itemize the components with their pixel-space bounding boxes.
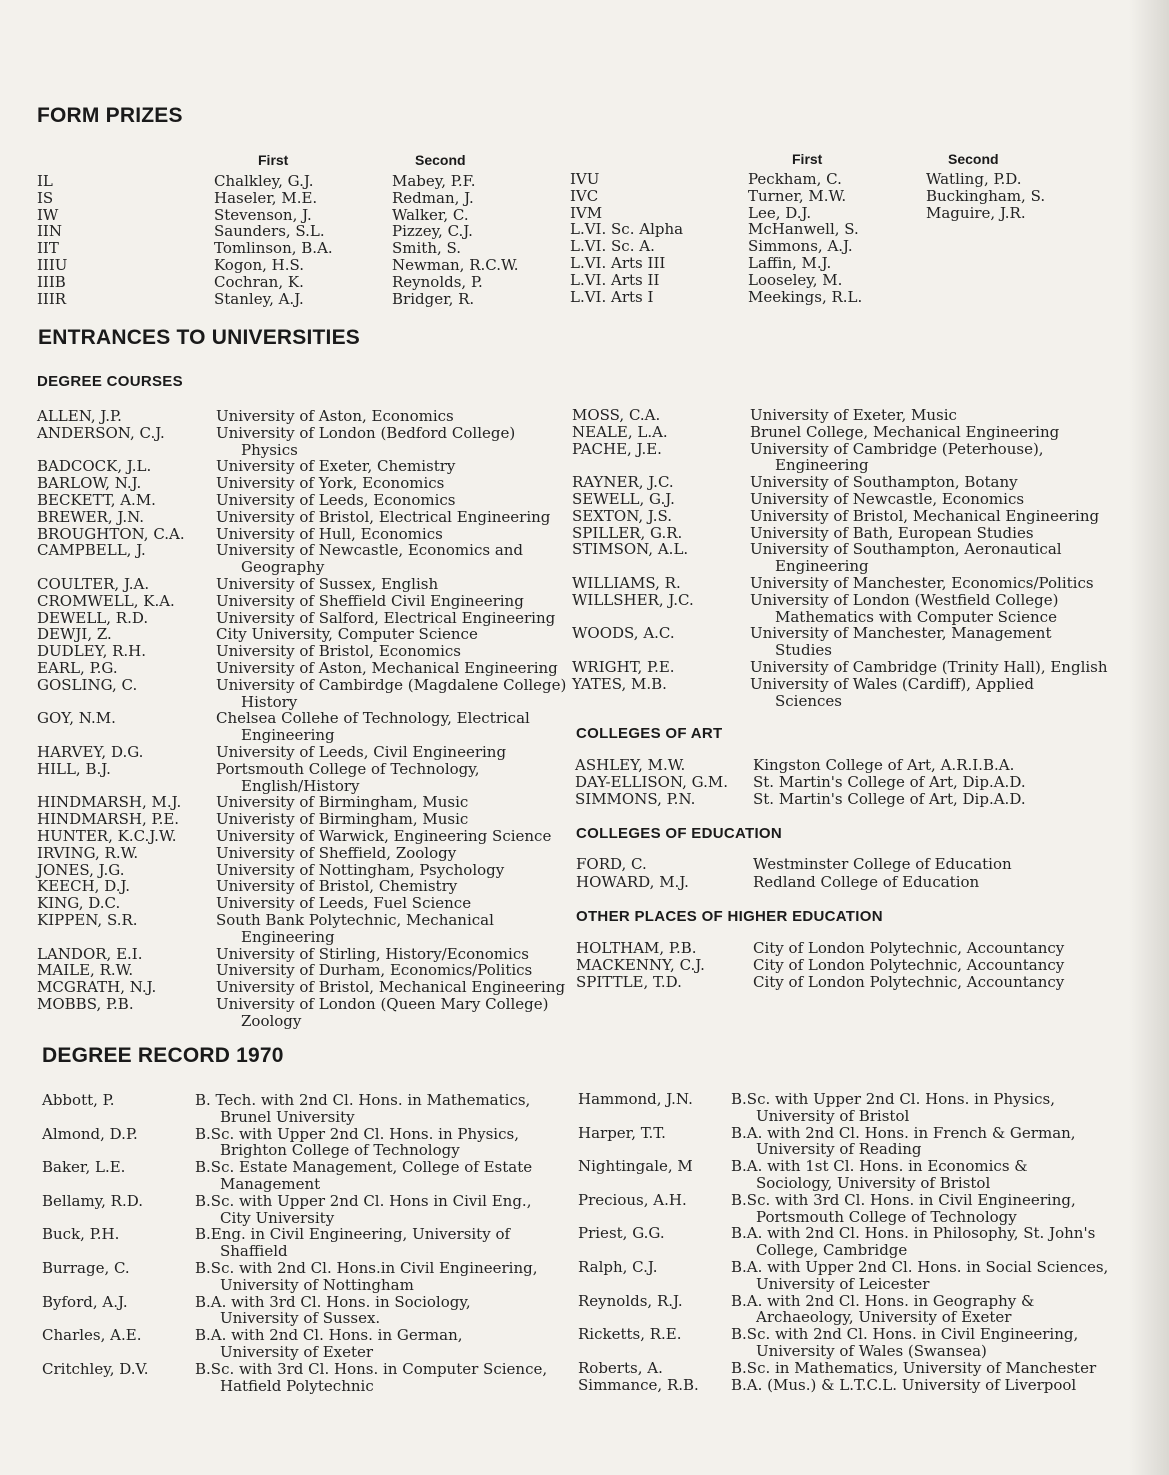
form-name: IVC xyxy=(570,186,599,205)
entry-detail: B.A. (Mus.) & L.T.C.L. University of Liverpool xyxy=(731,1375,1077,1394)
first-prize-winner: Meekings, R.L. xyxy=(748,287,863,306)
entry-detail: B.A. with 3rd Cl. Hons. in Sociology, xyxy=(195,1292,471,1311)
first-prize-winner: Stevenson, J. xyxy=(214,205,312,224)
entry-detail: South Bank Polytechnic, Mechanical xyxy=(216,911,494,929)
other-places-title: OTHER PLACES OF HIGHER EDUCATION xyxy=(576,908,883,925)
entry-detail: University of Exeter, Chemistry xyxy=(216,457,456,476)
entry-detail: University of Bristol, Mechanical Engineering xyxy=(216,978,566,997)
entry-detail: B.A. with 2nd Cl. Hons. in Philosophy, St. John's xyxy=(731,1224,1096,1243)
entry-detail: University of Southampton, Aeronautical xyxy=(750,540,1062,559)
entry-name: DAY-ELLISON, G.M. xyxy=(575,773,728,791)
entry-name: WILLIAMS, R. xyxy=(572,574,681,592)
entry-name: Harper, T.T. xyxy=(578,1123,666,1142)
entry-name: Critchley, D.V. xyxy=(42,1359,149,1378)
entry-detail-continued: English/History xyxy=(241,776,360,795)
entry-name: BECKETT, A.M. xyxy=(37,491,156,509)
entrances-title: ENTRANCES TO UNIVERSITIES xyxy=(38,326,360,349)
form-name: L.VI. Arts III xyxy=(570,254,666,272)
entry-detail: University of Manchester, Management xyxy=(750,624,1052,643)
entry-detail: University of Bath, European Studies xyxy=(750,523,1034,542)
first-prize-winner: Kogon, H.S. xyxy=(214,256,305,274)
colleges-of-education-title: COLLEGES OF EDUCATION xyxy=(576,825,783,842)
entry-name: Abbott, P. xyxy=(42,1091,115,1109)
second-prize-winner: Pizzey, C.J. xyxy=(392,222,473,241)
entry-name: WOODS, A.C. xyxy=(572,624,675,643)
entry-name: BROUGHTON, C.A. xyxy=(37,524,185,543)
entry-detail: B.Sc. with 2nd Cl. Hons.in Civil Engineering, xyxy=(195,1259,538,1277)
entry-detail-continued: Archaeology, University of Exeter xyxy=(756,1308,1012,1327)
entry-detail-continued: Brighton College of Technology xyxy=(220,1141,460,1160)
entry-detail: University of Sheffield, Zoology xyxy=(216,843,457,862)
entry-detail-continued: Engineering xyxy=(241,726,335,745)
entry-name: GOSLING, C. xyxy=(37,675,138,694)
entry-name: HARVEY, D.G. xyxy=(37,743,144,761)
entry-detail: University of Leeds, Fuel Science xyxy=(216,894,472,913)
entry-detail-continued: University of Nottingham xyxy=(220,1275,414,1294)
entry-name: PACHE, J.E. xyxy=(572,439,662,458)
entry-detail: University of Leeds, Economics xyxy=(216,491,456,509)
form-prizes-title: FORM PRIZES xyxy=(37,104,183,127)
entry-detail: University of Aston, Mechanical Engineering xyxy=(216,659,558,677)
entry-detail-continued: University of Leicester xyxy=(756,1274,930,1293)
entry-detail: University of Cambridge (Trinity Hall), English xyxy=(750,658,1108,676)
entry-name: STIMSON, A.L. xyxy=(572,540,689,559)
entry-name: DEWELL, R.D. xyxy=(37,608,149,627)
form-name: L.VI. Sc. A. xyxy=(570,237,655,256)
entry-name: Hammond, J.N. xyxy=(578,1090,693,1108)
entry-name: WILLSHER, J.C. xyxy=(572,590,694,609)
entry-name: ANDERSON, C.J. xyxy=(37,423,165,442)
entry-detail: City of London Polytechnic, Accountancy xyxy=(753,972,1065,991)
form-name: IIIU xyxy=(37,256,68,274)
first-prize-winner: Turner, M.W. xyxy=(748,186,847,205)
entry-detail: University of Newcastle, Economics and xyxy=(216,541,524,560)
first-prize-winner: Peckham, C. xyxy=(748,170,842,188)
form-name: L.VI. Arts I xyxy=(570,287,654,306)
form-name: IS xyxy=(37,188,54,207)
first-prize-winner: Chalkley, G.J. xyxy=(214,172,314,190)
entry-name: CROMWELL, K.A. xyxy=(37,591,175,610)
entry-name: Simmance, R.B. xyxy=(578,1375,699,1394)
entry-detail-continued: College, Cambridge xyxy=(756,1241,908,1260)
first-prize-winner: Haseler, M.E. xyxy=(214,188,318,207)
entry-detail: University of Bristol, Economics xyxy=(216,642,462,661)
entry-detail: University of Exeter, Music xyxy=(750,406,957,424)
entry-detail-continued: Management xyxy=(220,1175,321,1193)
entry-detail: University of Warwick, Engineering Science xyxy=(216,827,552,845)
form-prizes-second-header-right: Second xyxy=(948,151,999,167)
second-prize-winner: Redman, J. xyxy=(392,188,474,207)
entry-name: BADCOCK, J.L. xyxy=(37,457,152,476)
entry-detail: University of Wales (Cardiff), Applied xyxy=(750,674,1034,693)
form-name: L.VI. Arts II xyxy=(570,270,660,289)
second-prize-winner: Bridger, R. xyxy=(392,289,475,308)
entry-name: WRIGHT, P.E. xyxy=(572,658,675,676)
entry-detail: B.Eng. in Civil Engineering, University of xyxy=(195,1225,511,1244)
form-name: IVM xyxy=(570,203,603,222)
entry-detail: University of Durham, Economics/Politics xyxy=(216,961,533,980)
entry-detail: City University, Computer Science xyxy=(216,625,478,644)
entry-name: Ralph, C.J. xyxy=(578,1258,658,1276)
entry-detail: University of London (Westfield College) xyxy=(750,590,1059,609)
entry-name: Ricketts, R.E. xyxy=(578,1325,682,1344)
entry-detail-continued: University of Sussex. xyxy=(220,1309,381,1328)
entry-detail-continued: Physics xyxy=(241,440,298,459)
page-edge-shadow xyxy=(1129,0,1169,1475)
entry-detail: B.A. with 2nd Cl. Hons. in German, xyxy=(195,1326,463,1345)
entry-name: MACKENNY, C.J. xyxy=(576,955,705,974)
entry-name: ALLEN, J.P. xyxy=(37,407,122,425)
entry-name: SIMMONS, P.N. xyxy=(575,790,696,808)
entry-name: NEALE, L.A. xyxy=(572,422,668,441)
second-prize-winner: Watling, P.D. xyxy=(926,170,1022,188)
entry-name: JONES, J.G. xyxy=(37,860,125,879)
entry-name: Reynolds, R.J. xyxy=(578,1291,683,1310)
entry-name: ASHLEY, M.W. xyxy=(575,756,686,774)
entry-detail-continued: University of Exeter xyxy=(220,1343,374,1361)
second-prize-winner: Walker, C. xyxy=(392,205,469,224)
first-prize-winner: Looseley, M. xyxy=(748,270,843,289)
entry-name: LANDOR, E.I. xyxy=(37,944,143,963)
entry-detail-continued: Zoology xyxy=(241,1011,302,1030)
entry-detail: B.Sc. with Upper 2nd Cl. Hons. in Physics, xyxy=(195,1124,519,1143)
entry-detail: University of Southampton, Botany xyxy=(750,473,1018,492)
entry-detail: University of Newcastle, Economics xyxy=(750,490,1025,508)
entry-name: KING, D.C. xyxy=(37,894,121,913)
entry-detail: Univeristy of Birmingham, Music xyxy=(216,810,469,829)
entry-detail: B.Sc. with Upper 2nd Cl. Hons. in Physics, xyxy=(731,1090,1055,1108)
entry-name: SEXTON, J.S. xyxy=(572,506,673,525)
entry-name: MCGRATH, N.J. xyxy=(37,978,157,997)
entry-name: KEECH, D.J. xyxy=(37,877,131,896)
entry-detail: University of Bristol, Chemistry xyxy=(216,877,458,896)
entry-name: Buck, P.H. xyxy=(42,1225,120,1244)
entry-detail: B.Sc. in Mathematics, University of Manchester xyxy=(731,1358,1097,1377)
entry-detail-continued: University of Bristol xyxy=(756,1106,910,1125)
entry-name: HINDMARSH, M.J. xyxy=(37,793,182,812)
entry-detail: B.Sc. with 3rd Cl. Hons. in Civil Engineering, xyxy=(731,1190,1076,1209)
entry-name: Bellamy, R.D. xyxy=(42,1191,144,1210)
entry-detail-continued: City University xyxy=(220,1208,335,1227)
entry-detail: B.A. with Upper 2nd Cl. Hons. in Social Sciences, xyxy=(731,1258,1109,1276)
first-prize-winner: Tomlinson, B.A. xyxy=(214,239,333,258)
first-prize-winner: Laffin, M.J. xyxy=(748,254,832,272)
entry-detail-continued: Portsmouth College of Technology xyxy=(756,1207,1017,1226)
form-name: L.VI. Sc. Alpha xyxy=(570,220,684,239)
entry-name: YATES, M.B. xyxy=(572,674,667,693)
entry-name: Roberts, A. xyxy=(578,1358,663,1377)
entry-name: Nightingale, M xyxy=(578,1157,693,1176)
entry-detail-continued: Studies xyxy=(775,641,832,660)
entry-detail-continued: Mathematics with Computer Science xyxy=(775,607,1057,626)
entry-detail: B.A. with 2nd Cl. Hons. in Geography & xyxy=(731,1291,1035,1310)
entry-name: RAYNER, J.C. xyxy=(572,473,674,492)
entry-name: CAMPBELL, J. xyxy=(37,541,146,560)
entry-name: COULTER, J.A. xyxy=(37,575,150,593)
entry-name: HILL, B.J. xyxy=(37,759,111,778)
entry-name: EARL, P.G. xyxy=(37,659,118,677)
entry-detail-continued: Brunel University xyxy=(220,1107,355,1126)
first-prize-winner: Lee, D.J. xyxy=(748,203,812,222)
entry-detail-continued: Sociology, University of Bristol xyxy=(756,1174,991,1192)
entry-detail-continued: Sciences xyxy=(775,691,842,710)
entry-detail: University of Sheffield Civil Engineering xyxy=(216,591,524,610)
entry-name: BARLOW, N.J. xyxy=(37,474,142,493)
entry-name: MOSS, C.A. xyxy=(572,406,661,424)
entry-detail: University of London (Bedford College) xyxy=(216,423,516,442)
entry-name: HINDMARSH, P.E. xyxy=(37,810,180,829)
form-name: IL xyxy=(37,172,53,190)
entry-name: Burrage, C. xyxy=(42,1259,130,1277)
degree-courses-title: DEGREE COURSES xyxy=(37,373,183,390)
entry-detail: B.A. with 2nd Cl. Hons. in French & German, xyxy=(731,1123,1076,1142)
entry-name: SPITTLE, T.D. xyxy=(576,972,682,991)
form-name: IIT xyxy=(37,239,59,258)
second-prize-winner: Newman, R.C.W. xyxy=(392,256,519,274)
entry-detail: B. Tech. with 2nd Cl. Hons. in Mathematics, xyxy=(195,1091,531,1109)
entry-detail: Brunel College, Mechanical Engineering xyxy=(750,422,1060,441)
entry-detail: Portsmouth College of Technology, xyxy=(216,759,480,778)
entry-detail-continued: Shaffield xyxy=(220,1242,288,1261)
entry-detail: University of York, Economics xyxy=(216,474,445,493)
entry-detail: Chelsea Collehe of Technology, Electrical xyxy=(216,709,530,728)
first-prize-winner: Simmons, A.J. xyxy=(748,237,853,256)
form-name: IIN xyxy=(37,222,62,241)
entry-detail: Westminster College of Education xyxy=(753,855,1012,873)
form-prizes-second-header-left: Second xyxy=(415,152,466,168)
entry-detail-continued: Hatfield Polytechnic xyxy=(220,1376,374,1395)
entry-name: Baker, L.E. xyxy=(42,1158,126,1177)
entry-name: KIPPEN, S.R. xyxy=(37,911,138,929)
form-name: IIIR xyxy=(37,289,67,308)
form-name: IIIB xyxy=(37,272,66,291)
entry-detail: University of Sussex, English xyxy=(216,575,439,593)
degree-record-title: DEGREE RECORD 1970 xyxy=(42,1044,284,1067)
entry-name: Precious, A.H. xyxy=(578,1190,687,1209)
entry-detail: City of London Polytechnic, Accountancy xyxy=(753,955,1065,974)
entry-name: HOLTHAM, P.B. xyxy=(576,939,697,957)
entry-detail: University of Birmingham, Music xyxy=(216,793,469,812)
entry-name: Byford, A.J. xyxy=(42,1292,128,1311)
first-prize-winner: Stanley, A.J. xyxy=(214,289,304,308)
entry-detail-continued: History xyxy=(241,692,298,711)
entry-detail-continued: Engineering xyxy=(775,456,869,475)
entry-detail: City of London Polytechnic, Accountancy xyxy=(753,939,1065,957)
entry-name: SEWELL, G.J. xyxy=(572,490,675,508)
entry-name: MAILE, R.W. xyxy=(37,961,134,980)
entry-name: HOWARD, M.J. xyxy=(576,873,689,891)
form-name: IVU xyxy=(570,170,600,188)
entry-detail: University of Nottingham, Psychology xyxy=(216,860,505,879)
entry-detail-continued: University of Reading xyxy=(756,1140,922,1159)
colleges-of-art-title: COLLEGES OF ART xyxy=(576,725,723,742)
entry-detail: St. Martin's College of Art, Dip.A.D. xyxy=(753,790,1026,808)
entry-name: GOY, N.M. xyxy=(37,709,116,728)
entry-name: Priest, G.G. xyxy=(578,1224,665,1243)
entry-name: MOBBS, P.B. xyxy=(37,995,134,1013)
first-prize-winner: Saunders, S.L. xyxy=(214,222,325,241)
second-prize-winner: Maguire, J.R. xyxy=(926,203,1026,222)
entry-detail: University of Hull, Economics xyxy=(216,524,443,543)
second-prize-winner: Reynolds, P. xyxy=(392,272,483,291)
entry-detail: University of Leeds, Civil Engineering xyxy=(216,743,507,761)
entry-name: DEWJI, Z. xyxy=(37,625,112,644)
first-prize-winner: Cochran, K. xyxy=(214,272,304,291)
entry-detail-continued: Engineering xyxy=(775,557,869,576)
entry-detail: Redland College of Education xyxy=(753,873,980,891)
entry-name: FORD, C. xyxy=(576,855,647,873)
entry-name: HUNTER, K.C.J.W. xyxy=(37,827,177,845)
entry-name: Charles, A.E. xyxy=(42,1326,142,1345)
entry-detail: Kingston College of Art, A.R.I.B.A. xyxy=(753,756,1015,774)
entry-name: DUDLEY, R.H. xyxy=(37,642,147,661)
entry-detail: University of Cambridge (Peterhouse), xyxy=(750,439,1044,458)
entry-detail: St. Martin's College of Art, Dip.A.D. xyxy=(753,773,1026,791)
entry-detail: University of London (Queen Mary College) xyxy=(216,995,549,1013)
second-prize-winner: Buckingham, S. xyxy=(926,186,1046,205)
second-prize-winner: Smith, S. xyxy=(392,239,462,258)
entry-detail: University of Bristol, Mechanical Engineering xyxy=(750,506,1100,525)
entry-detail-continued: Engineering xyxy=(241,927,335,946)
entry-name: IRVING, R.W. xyxy=(37,843,139,862)
entry-detail: University of Stirling, History/Economics xyxy=(216,944,529,963)
entry-name: SPILLER, G.R. xyxy=(572,523,683,542)
entry-detail: University of Bristol, Electrical Engineering xyxy=(216,507,551,526)
form-prizes-first-header-left: First xyxy=(258,152,289,168)
entry-detail: University of Manchester, Economics/Politics xyxy=(750,574,1094,592)
form-name: IW xyxy=(37,205,59,224)
entry-detail: B.A. with 1st Cl. Hons. in Economics & xyxy=(731,1157,1028,1176)
entry-detail: B.Sc. with Upper 2nd Cl. Hons in Civil Eng., xyxy=(195,1191,532,1210)
entry-detail: B.Sc. with 2nd Cl. Hons. in Civil Engineering, xyxy=(731,1325,1079,1344)
entry-detail: University of Aston, Economics xyxy=(216,407,454,425)
first-prize-winner: McHanwell, S. xyxy=(748,220,859,239)
entry-detail: B.Sc. Estate Management, College of Estate xyxy=(195,1158,533,1177)
entry-name: Almond, D.P. xyxy=(42,1124,138,1143)
entry-detail: University of Cambirdge (Magdalene College) xyxy=(216,675,567,694)
second-prize-winner: Mabey, P.F. xyxy=(392,172,476,190)
form-prizes-first-header-right: First xyxy=(792,151,823,167)
entry-detail: University of Salford, Electrical Engineering xyxy=(216,608,556,627)
entry-detail-continued: Geography xyxy=(241,558,325,577)
entry-detail: B.Sc. with 3rd Cl. Hons. in Computer Science, xyxy=(195,1359,548,1378)
entry-name: BREWER, J.N. xyxy=(37,507,145,526)
entry-detail-continued: University of Wales (Swansea) xyxy=(756,1342,987,1360)
